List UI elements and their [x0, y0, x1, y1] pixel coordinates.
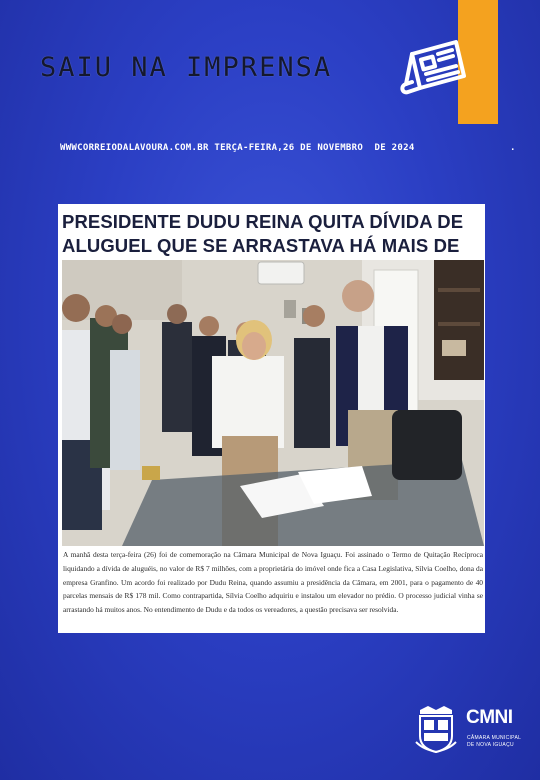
source-dateline: WWWCORREIODALAVOURA.COM.BR TERÇA-FEIRA,26 DE NOVEMBRO DE 2024: [60, 143, 415, 153]
article-body: A manhã desta terça-feira (26) foi de comemoração na Câmara Municipal de Nova Iguaçu. Foi assinado o Termo de Quitação Recíproca liquidando a dívida de aluguéis, no valor de R$ 7 milhões, com a proprietária do imóvel onde fica a Casa Legislativa, Sílvia Coelho, dona da empresa Granfino. Um acordo foi realizado por Dudu Reina, quando assumiu a presidência da Câmara, em 2001, para o pagamento de 40 parcelas mensais de R$ 178 mil. Como contrapartida, Sílvia Coelho adquiriu e instalou um elevador no prédio. O processo judicial vinha se arrastando há muitos anos. No entendimento de Dudu e da todos os vereadores, a questão precisava ser resolvida.: [63, 550, 483, 615]
article-card: [58, 204, 485, 633]
article-headline: PRESIDENTE DUDU REINA QUITA DÍVIDA DE ALUGUEL QUE SE ARRASTAVA HÁ MAIS DE: [62, 211, 464, 256]
municipal-crest-icon: [414, 702, 458, 754]
cmni-logo-word: CMNI: [466, 707, 513, 728]
trailing-mark: .: [510, 143, 516, 153]
newspaper-icon: [398, 38, 470, 106]
article-photo: [62, 260, 484, 546]
cmni-logo-subtitle-line1: CÂMARA MUNICIPAL: [467, 735, 522, 741]
cmni-logo-subtitle-line2: DE NOVA IGUAÇU: [467, 742, 514, 748]
page-title: SAIU NA IMPRENSA: [40, 52, 333, 83]
